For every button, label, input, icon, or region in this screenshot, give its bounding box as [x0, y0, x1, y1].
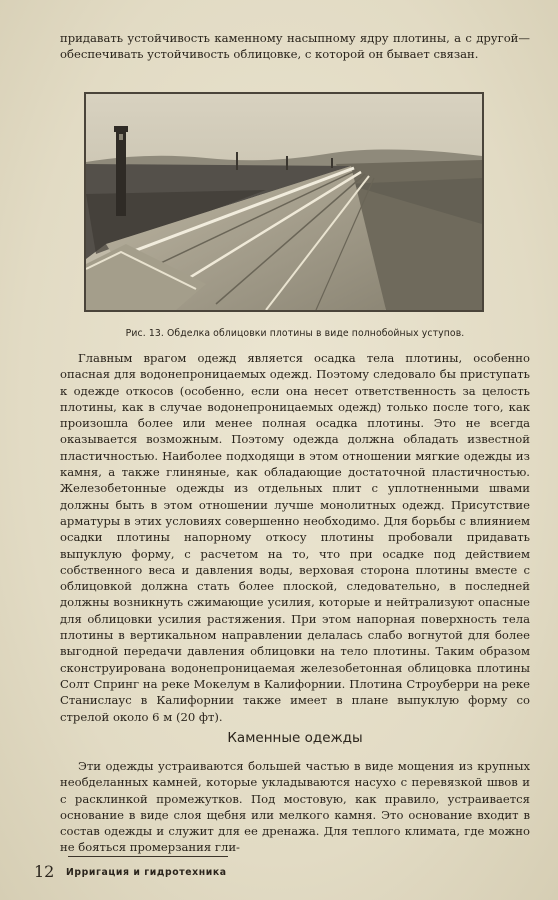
stone-paragraph: Эти одежды устраиваются большей частью в виде мощения из крупных необделанных камней, которые укладываются насухо с перевязкой швов и с расклинкой промежутков. Под мостовую, как правило, устраивается основание в виде слоя щебня или мелкого камня. Это основание входит в состав одежды и служит для ее дренажа. Для теплого климата, где можно не бояться промерзания гли- — [60, 759, 530, 855]
top-paragraph: придавать устойчивость каменному насыпному ядру плотины, а с другой—обеспечивать устойчивость облицовке, с которой он бывает связан. — [60, 31, 530, 62]
figure-caption: Рис. 13. Обделка облицовки плотины в виде полнобойных уступов. — [125, 328, 465, 339]
photo-illustration — [86, 94, 482, 310]
running-footer: Ирригация и гидротехника — [66, 867, 227, 878]
main-paragraph: Главным врагом одежд является осадка тела плотины, особенно опасная для водонепроницаемых одежд. Поэтому следовало бы приступать к одежде откосов (особенно, если она несет ответственность за целость плотины, как в случае водонепроницаемых одежд) только после того, как произошла более или менее полная осадка плотины. Это не всегда оказывается возможным. Поэтому одежда должна обладать известной пластичностью. Наиболее подходящи в этом отношении мягкие одежды из камня, а также глиняные, как обладающие достаточной пластичностью. Железобетонные одежды из отдельных плит с уплотненными швами должны быть в этом отношении лучше монолитных одежд. Присутствие арматуры в этих условиях совершенно необходимо. Для борьбы с влиянием осадки плотины напорному откосу плотины пробовали придавать выпуклую форму, с расчетом на то, что при осадке под действием собственного веса и давления воды, верховая сторона плотины вместе с облицовкой должна стать более плоской, следовательно, в последней должны возникнуть сжимающие усилия, которые и нейтрализуют опасные для облицовки усилия растяжения. При этом напорная поверхность тела плотины в вертикальном направлении делалась слабо вогнутой для более выгодной передачи давления облицовки на тело плотины. Таким образом сконструирована водонепроницаемая железобетонная облицовка плотины Солт Спринг на реке Мокелум в Калифорнии. Плотина Строуберри на реке Станислаус в Калифорнии также имеет в плане выпуклую форму со стрелой около 6 м (20 фт). — [60, 351, 530, 724]
page-number: 12 — [34, 862, 55, 881]
dam-facing-photo — [84, 92, 484, 312]
footer-rule — [68, 856, 228, 857]
section-heading: Каменные одежды — [227, 730, 363, 746]
